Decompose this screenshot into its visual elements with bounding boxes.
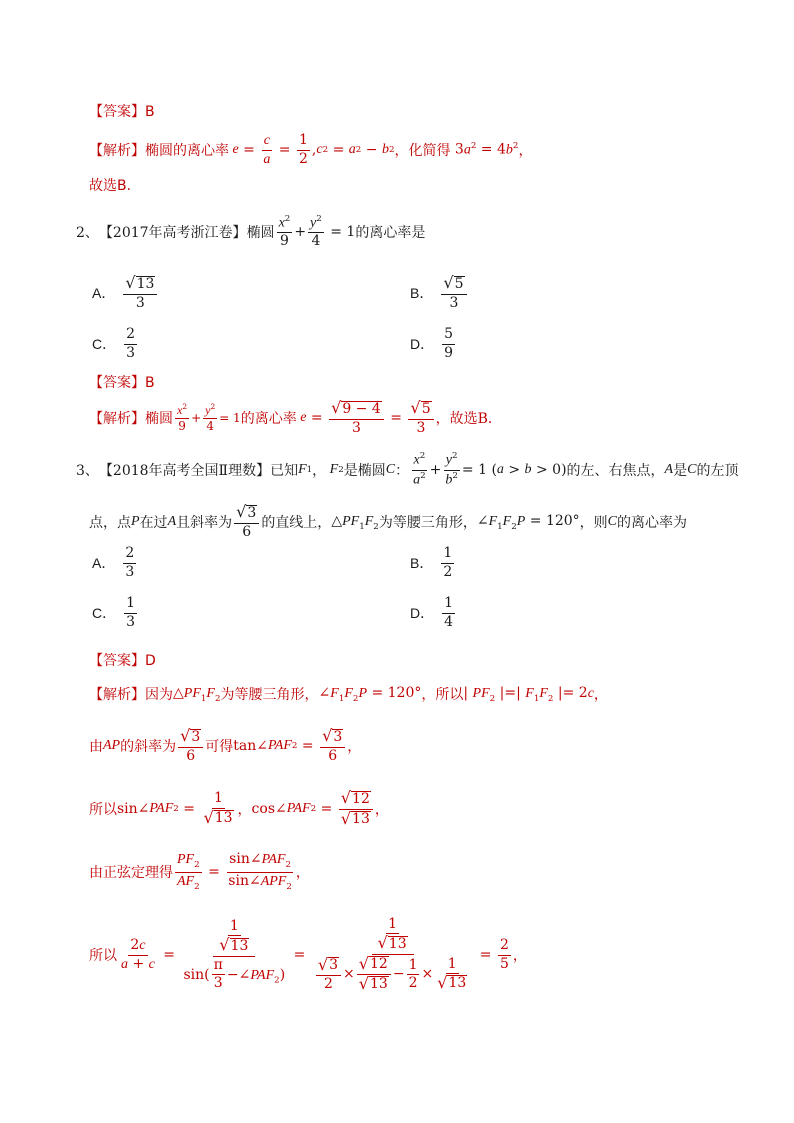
analysis-text: ， xyxy=(512,948,527,964)
q3-stem-text: 点，点 xyxy=(89,515,131,531)
q2-option-b[interactable]: B． √ 5 3 xyxy=(410,273,469,313)
analysis-tag: 【解析】 xyxy=(89,687,145,703)
q3-answer-line xyxy=(89,650,156,670)
q2-option-c[interactable]: C． $\frac{2}{3}$ xyxy=(92,326,136,361)
q3-option-a[interactable]: A． $\frac{2}{3}$ xyxy=(92,545,135,580)
analysis-text: ， xyxy=(347,739,362,755)
fraction-sin-difference: 1 √ 13 sin( $\frac{\pi}{3}$ $-\angle PAF_2$) xyxy=(183,917,286,991)
q2-ellipse-equation: $\frac{x^2}{9}$ + $\frac{y^2}{4}$ = 1 xyxy=(278,213,356,249)
prev-conclusion xyxy=(89,175,131,195)
q3-option-b[interactable]: B． $\frac{1}{2}$ xyxy=(410,545,453,580)
q3-analysis-line4: 由正弦定理得 $\frac{PF_2}{AF_2}$ = $\frac{\sin\angle PAF_2}{\sin\angle APF_2}$ ， xyxy=(89,851,310,892)
analysis-text: ， xyxy=(374,802,389,818)
answer-tag: 【答案】 xyxy=(89,653,145,669)
option-label: C． xyxy=(92,605,117,621)
ellipse-equation: $\frac{x^2}{9}$ + $\frac{y^2}{4}$ = 1 xyxy=(177,401,241,433)
analysis-text: ，所以 xyxy=(421,687,464,703)
option-label: A． xyxy=(92,285,116,301)
option-label: B． xyxy=(410,285,434,301)
q3-stem-text: 的离心率为 xyxy=(617,515,688,531)
analysis-text: ，化简得 xyxy=(394,143,451,159)
analysis-text: 椭圆 xyxy=(145,411,173,427)
analysis-text: ， xyxy=(295,865,310,881)
option-label: D． xyxy=(410,605,435,621)
q3-source: 【2018年高考全国Ⅱ理数】 xyxy=(98,463,271,479)
analysis-text: 由正弦定理得 xyxy=(89,865,173,881)
analysis-text: ， xyxy=(518,143,533,159)
q2-stem xyxy=(76,210,425,254)
q2-stem-text: 的离心率是 xyxy=(355,225,426,241)
answer-value: D xyxy=(145,653,156,669)
analysis-text: 为等腰三角形， xyxy=(220,687,319,703)
option-label: D． xyxy=(410,336,435,352)
q2-option-d[interactable]: D． $\frac{5}{9}$ xyxy=(410,326,454,361)
option-label: A． xyxy=(92,555,116,571)
q3-stem-text: 在过 xyxy=(139,515,168,531)
analysis-text: 由 xyxy=(89,739,103,755)
q3-ellipse-equation: C ： $\frac{x^2}{a^2}$ + $\frac{y^2}{b^2}$ = 1 ( a > b > 0) xyxy=(385,451,567,488)
analysis-text: 可得 xyxy=(205,739,234,755)
analysis-text: 所以 xyxy=(89,948,117,964)
analysis-text: 所以 xyxy=(89,802,117,818)
analysis-text: ，故选B． xyxy=(435,411,502,427)
q3-analysis-line5: 所以 $\frac{2c}{a + c}$ = 1 √ 13 sin( $\frac{\pi}{3}$ $-\angle PAF_2$) = 1 √ 13 √ 3 2 × √ 12 √ 13 − $\frac{1}{2}$ × 1 √ 13 = $\frac{2}{5}$ ， xyxy=(89,915,527,993)
q2-stem-text: 椭圆 xyxy=(246,225,275,241)
q3-stem-text: 为等腰三角形， xyxy=(378,515,477,531)
analysis-tag: 【解析】 xyxy=(89,411,145,427)
eccentricity-value: e = √ 9 − 4 3 = √ 5 3 xyxy=(297,400,436,436)
analysis-tag: 【解析】 xyxy=(89,143,145,159)
prev-answer-line xyxy=(89,101,155,121)
q2-analysis-line xyxy=(89,397,502,439)
eccentricity-formula: e = $\frac{c}{a}$ = $\frac{1}{2}$ , c 2 = a 2 − b 2 xyxy=(229,132,395,167)
q3-option-d[interactable]: D． $\frac{1}{4}$ xyxy=(410,595,454,630)
option-label: B． xyxy=(410,555,434,571)
q3-stem-line2: 点，点 P 在过 A 且斜率为 √ 3 6 的直线上， $\triangle PF_1F_2$ 为等腰三角形， $\angle F_1F_2P = 120^\circ$ ，则 C 的离心率为 xyxy=(89,502,688,540)
analysis-text: 因为 xyxy=(145,687,173,703)
analysis-text: 椭圆的离心率 xyxy=(145,143,229,159)
q2-answer-line xyxy=(89,372,155,392)
q3-stem-text: 已知 xyxy=(270,463,299,479)
q3-analysis-line2: 由 AP 的斜率为 √ 3 6 可得 tan∠ PAF 2 = √ 3 6 ， xyxy=(89,726,362,764)
simplified-formula: $3a^2 = 4b^2$ xyxy=(450,141,519,158)
q3-stem-text: 且斜率为 xyxy=(176,515,233,531)
q3-stem-text: 是椭圆 xyxy=(343,463,386,479)
answer-value: B xyxy=(145,104,155,120)
q3-stem-line1: 3、 【2018年高考全国Ⅱ理数】 已知 F 1 ， F 2 是椭圆 C ： $\frac{x^2}{a^2}$ + $\frac{y^2}{b^2}$ = 1 ( a > b > 0) 的左、右焦点， A 是 C 的左顶 xyxy=(76,451,739,488)
analysis-text: 的离心率 xyxy=(240,411,297,427)
q2-option-a[interactable]: A． √ 13 3 xyxy=(92,273,159,313)
fraction-expanded: 1 √ 13 √ 3 2 × √ 12 √ 13 − $\frac{1}{2}$ × 1 √ 13 xyxy=(317,915,467,993)
answer-tag: 【答案】 xyxy=(89,375,145,391)
q3-number: 3、 xyxy=(76,463,99,479)
prev-analysis-line xyxy=(89,130,532,170)
answer-value: B xyxy=(145,375,155,391)
conclusion-text: 故选B. xyxy=(89,178,132,194)
q3-stem-text: ，则 xyxy=(579,515,608,531)
q3-option-c[interactable]: C． $\frac{1}{3}$ xyxy=(92,595,136,630)
analysis-text: 的斜率为 xyxy=(120,739,177,755)
analysis-text: ， xyxy=(593,687,608,703)
option-label: C． xyxy=(92,336,117,352)
q3-stem-text: 是 xyxy=(673,463,688,479)
analysis-text: ， xyxy=(237,802,252,818)
q3-stem-text: 的直线上， xyxy=(261,515,332,531)
q2-number: 2、 xyxy=(76,225,99,241)
q3-stem-text: 的左、右焦点， xyxy=(566,463,665,479)
q3-analysis-line1: 【解析】 因为 $\triangle PF_1F_2$ 为等腰三角形， $\angle F_1F_2P = 120^\circ$ ，所以 | $PF_2$ |=| $F_1F_2$ |= 2c ， xyxy=(89,684,608,704)
q3-analysis-line3: 所以 sin∠ PAF 2 = 1 √ 13 ， cos∠ PAF 2 = √ 12 √ 13 ， xyxy=(89,788,389,828)
answer-tag: 【答案】 xyxy=(89,104,145,120)
q3-stem-text: 的左顶 xyxy=(696,463,739,479)
q2-source: 【2017年高考浙江卷】 xyxy=(98,225,247,241)
